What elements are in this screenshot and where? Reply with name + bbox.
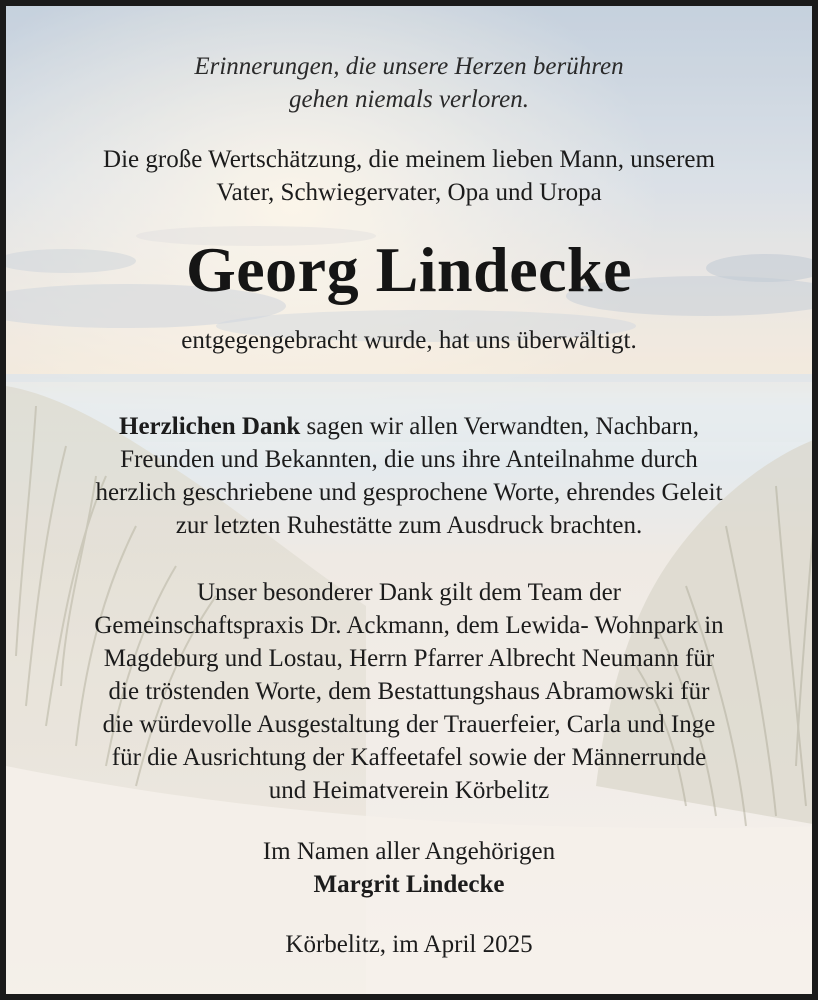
special-thanks-line: die tröstenden Worte, dem Bestattungshaus Abramowski für [108, 678, 710, 705]
motto-line: gehen niemals verloren. [289, 86, 529, 113]
deceased-name: Georg Lindecke [185, 234, 633, 305]
signature-block [6, 835, 812, 901]
special-thanks-line: Magdeburg und Lostau, Herrn Pfarrer Albrecht Neumann für [103, 645, 715, 672]
thanks-line: Freunden und Bekannten, die uns ihre Anteilnahme durch [120, 446, 698, 473]
intro-line: Die große Wertschätzung, die meinem lieben Mann, unserem [103, 146, 715, 173]
thanks-line: zur letzten Ruhestätte zum Ausdruck brachten. [175, 512, 643, 539]
special-thanks-line: und Heimatverein Körbelitz [268, 777, 550, 804]
thanks-first-line-rest: sagen wir allen Verwandten, Nachbarn, [300, 413, 699, 440]
memorial-motto [6, 50, 812, 116]
special-thanks-line: für die Ausrichtung der Kaffeetafel sowie der Männerrunde [111, 744, 707, 771]
motto-line: Erinnerungen, die unsere Herzen berühren [194, 53, 624, 80]
special-thanks-line: Unser besonderer Dank gilt dem Team der [196, 579, 622, 606]
thanks-first-line [6, 410, 812, 443]
signature-name: Margrit Lindecke [313, 871, 505, 898]
signature-line: Im Namen aller Angehörigen [262, 838, 556, 865]
intro-text [6, 143, 812, 209]
thanks-bold-lead: Herzlichen Dank [119, 413, 301, 440]
special-thanks-line: Gemeinschaftspraxis Dr. Ackmann, dem Lewida- Wohnpark in [94, 612, 724, 639]
special-thanks-paragraph [6, 576, 812, 807]
place-and-date: Körbelitz, im April 2025 [285, 931, 533, 958]
after-name-text: entgegengebracht wurde, hat uns überwältigt. [181, 327, 637, 354]
special-thanks-line: die würdevolle Ausgestaltung der Trauerfeier, Carla und Inge [102, 711, 716, 738]
thanks-paragraph [6, 410, 812, 542]
thanks-line: herzlich geschriebene und gesprochene Worte, ehrendes Geleit [95, 479, 723, 506]
intro-line: Vater, Schwiegervater, Opa und Uropa [216, 179, 602, 206]
